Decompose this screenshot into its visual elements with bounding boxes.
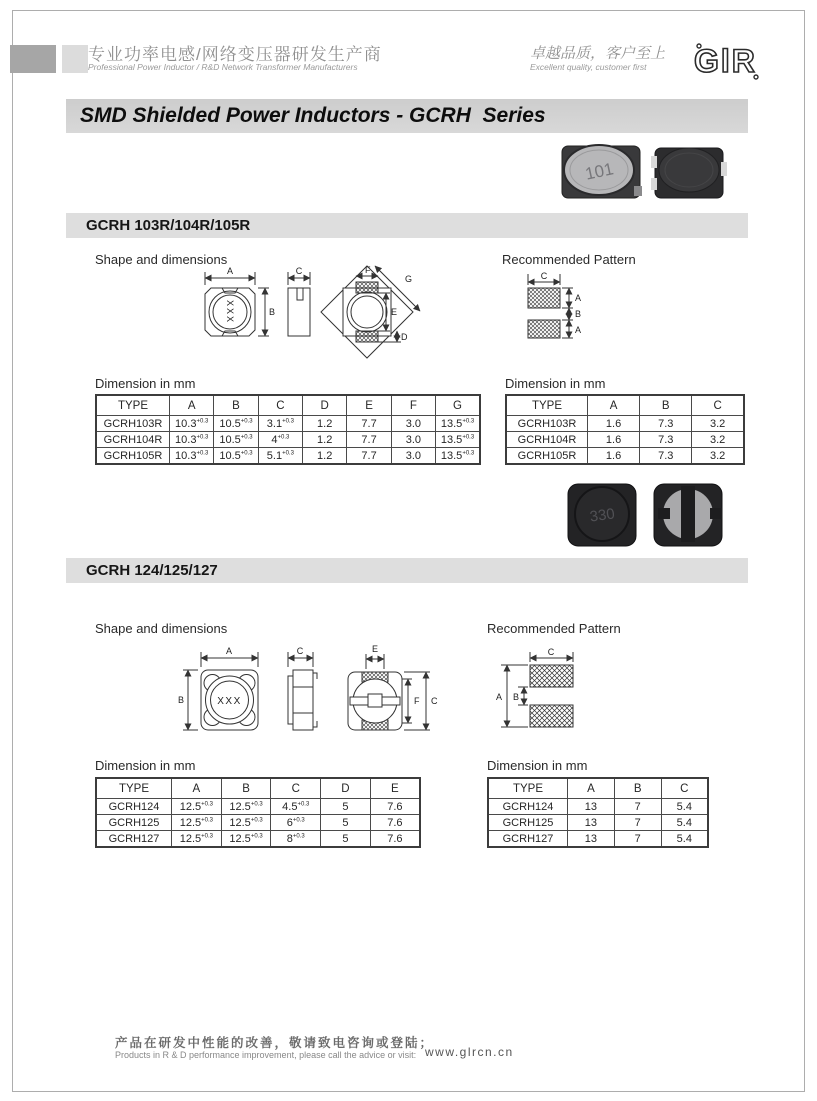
value-cell: 7.6 [370,799,420,815]
dim-d-label: D [401,332,408,342]
value-cell: $10.3^{+0.3}$ [170,448,214,465]
dim-c-label: C [547,648,555,657]
table-row [96,831,420,848]
table-header-cell: A [568,778,615,799]
marking-placeholder: XXX [217,696,242,707]
value-cell: 5 [321,815,371,831]
value-cell: 7.7 [347,416,391,432]
table-row [506,432,744,448]
table-header-cell: C [692,395,744,416]
table-header-cell: TYPE [488,778,568,799]
table-header-cell: B [221,778,271,799]
dim-c-label: C [295,266,303,276]
dim-b-label: B [513,692,520,702]
type-cell: GCRH105R [506,448,588,465]
type-cell: GCRH125 [488,815,568,831]
value-cell: 3.0 [391,432,435,448]
type-cell: GCRH104R [96,432,170,448]
value-cell: 7 [614,799,661,815]
value-cell: $10.5^{+0.3}$ [214,416,258,432]
table-row [488,815,708,831]
value-cell: 3.0 [391,416,435,432]
value-cell: $6^{+0.3}$ [271,815,321,831]
value-cell: 1.6 [588,416,640,432]
value-cell: $12.5^{+0.3}$ [221,799,271,815]
section-heading-gcrh103r: GCRH 103R/104R/105R [66,213,748,238]
table-row [96,432,480,448]
value-cell: 1.6 [588,432,640,448]
table-header-cell: B [214,395,258,416]
dim-e-label: E [391,307,398,317]
value-cell: 7.3 [640,416,692,432]
value-cell: 7.3 [640,448,692,465]
dim-a-label: A [226,266,234,276]
value-cell: 7.6 [370,831,420,848]
value-cell: 1.2 [303,432,347,448]
section-heading-gcrh124: GCRH 124/125/127 [66,558,748,583]
table-header-cell: TYPE [96,395,170,416]
table-header-cell: D [303,395,347,416]
shape-dimensions-label: Shape and dimensions [95,621,228,636]
value-cell: $12.5^{+0.3}$ [221,831,271,848]
value-cell: 1.2 [303,416,347,432]
dimension-table-pattern-s2 [487,777,709,848]
page-title: SMD Shielded Power Inductors - GCRH Series [66,99,748,133]
value-cell: 7.6 [370,815,420,831]
table-row [488,799,708,815]
inductance-marking: 101 [583,159,616,184]
type-cell: GCRH104R [506,432,588,448]
table-row [96,815,420,831]
table-row [96,416,480,432]
table-row [506,416,744,432]
shape-drawing-s2 [170,643,465,753]
table-header-cell: A [588,395,640,416]
table-row [488,831,708,848]
table-header-cell: A [172,778,222,799]
value-cell: 5 [321,831,371,848]
value-cell: 7 [614,815,661,831]
table-header-cell: B [614,778,661,799]
slogan-en: Excellent quality, customer first [530,62,647,72]
value-cell: 5.4 [661,799,708,815]
dimension-table-shape-s1 [95,394,481,465]
marking-placeholder: XXX [225,299,235,325]
footer-note-en: Products in R & D performance improvement, please call the advice or visit: [115,1050,417,1060]
type-cell: GCRH127 [96,831,172,848]
type-cell: GCRH105R [96,448,170,465]
inductor-photo-top-view [562,145,642,198]
value-cell: $10.5^{+0.3}$ [214,432,258,448]
recommended-pattern-label: Recommended Pattern [487,621,621,636]
value-cell: 1.2 [303,448,347,465]
dim-c-label: C [431,696,438,706]
dim-f-label: F [365,265,371,275]
value-cell: 5.4 [661,831,708,848]
dimension-in-mm-label: Dimension in mm [95,758,196,773]
dim-a-label: A [496,692,503,702]
table-header-cell: B [640,395,692,416]
dim-b-label: B [575,309,582,319]
value-cell: $12.5^{+0.3}$ [172,815,222,831]
recommended-pattern-label: Recommended Pattern [502,252,636,267]
type-cell: GCRH103R [96,416,170,432]
company-name-en: Professional Power Inductor / R&D Network Transformer Manufacturers [88,62,358,72]
table-header-cell: TYPE [96,778,172,799]
value-cell: 13 [568,815,615,831]
svg-text:GlR: GlR [694,43,757,79]
website-link[interactable]: www.glrcn.cn [425,1045,514,1059]
dim-e-label: E [371,644,379,654]
dim-c-label: C [540,271,548,281]
inductance-marking: 330 [588,505,616,526]
value-cell: $13.5^{+0.3}$ [436,448,480,465]
value-cell: 7.7 [347,448,391,465]
dim-b-label: B [269,307,276,317]
dim-a-label: A [575,293,582,303]
header-accent-square-light [62,45,88,73]
dim-f-label: F [414,696,420,706]
company-name-cn: 专业功率电感/网络变压器研发生产商 [88,45,382,64]
value-cell: 7.7 [347,432,391,448]
dim-c-label: C [296,646,304,656]
table-header-cell: E [347,395,391,416]
value-cell: 5 [321,799,371,815]
glr-logo-icon [690,38,764,89]
value-cell: 7 [614,831,661,848]
inductor-photo-bottom-view [654,484,722,546]
table-header-cell: C [661,778,708,799]
dimension-table-pattern-s1 [505,394,745,465]
type-cell: GCRH124 [488,799,568,815]
pattern-drawing-s1 [505,266,625,371]
dimension-in-mm-label: Dimension in mm [95,376,196,391]
table-header-cell: F [391,395,435,416]
value-cell: $13.5^{+0.3}$ [436,432,480,448]
table-header-cell: E [370,778,420,799]
table-header-cell: D [321,778,371,799]
value-cell: 1.6 [588,448,640,465]
dimension-table-shape-s2 [95,777,421,848]
type-cell: GCRH124 [96,799,172,815]
dim-b-label: B [178,695,185,705]
inductor-photo-top-view [568,484,636,546]
value-cell: $10.5^{+0.3}$ [214,448,258,465]
product-photos-top [552,132,732,209]
table-row [96,448,480,465]
table-header-cell: G [436,395,480,416]
value-cell: $10.3^{+0.3}$ [170,416,214,432]
inductor-photo-side [651,148,727,198]
value-cell: 5.4 [661,815,708,831]
slogan-cn: 卓越品质，客户至上 [530,45,666,62]
table-row [96,799,420,815]
dimension-in-mm-label: Dimension in mm [505,376,606,391]
shape-drawing-s1 [170,264,455,369]
value-cell: $4^{+0.3}$ [258,432,302,448]
value-cell: $10.3^{+0.3}$ [170,432,214,448]
pattern-drawing-s2 [487,648,622,753]
value-cell: 7.3 [640,432,692,448]
value-cell: $5.1^{+0.3}$ [258,448,302,465]
value-cell: $13.5^{+0.3}$ [436,416,480,432]
value-cell: 3.2 [692,416,744,432]
shape-dimensions-label: Shape and dimensions [95,252,228,267]
table-header-cell: C [271,778,321,799]
value-cell: 13 [568,831,615,848]
value-cell: 3.0 [391,448,435,465]
footer-note-cn: 产品在研发中性能的改善，敬请致电咨询或登陆； [115,1036,435,1050]
table-header-cell: TYPE [506,395,588,416]
value-cell: 3.2 [692,432,744,448]
value-cell: $12.5^{+0.3}$ [221,815,271,831]
type-cell: GCRH125 [96,815,172,831]
value-cell: $3.1^{+0.3}$ [258,416,302,432]
value-cell: $8^{+0.3}$ [271,831,321,848]
value-cell: 13 [568,799,615,815]
value-cell: 3.2 [692,448,744,465]
value-cell: $12.5^{+0.3}$ [172,799,222,815]
value-cell: $4.5^{+0.3}$ [271,799,321,815]
dim-g-label: G [405,274,413,284]
table-row [506,448,744,465]
dim-a-label: A [225,646,233,656]
type-cell: GCRH127 [488,831,568,848]
header-accent-square-dark [10,45,56,73]
table-header-cell: C [258,395,302,416]
table-header-cell: A [170,395,214,416]
value-cell: $12.5^{+0.3}$ [172,831,222,848]
type-cell: GCRH103R [506,416,588,432]
dim-a-label: A [575,325,582,335]
dimension-in-mm-label: Dimension in mm [487,758,588,773]
product-photos-mid [562,478,727,555]
